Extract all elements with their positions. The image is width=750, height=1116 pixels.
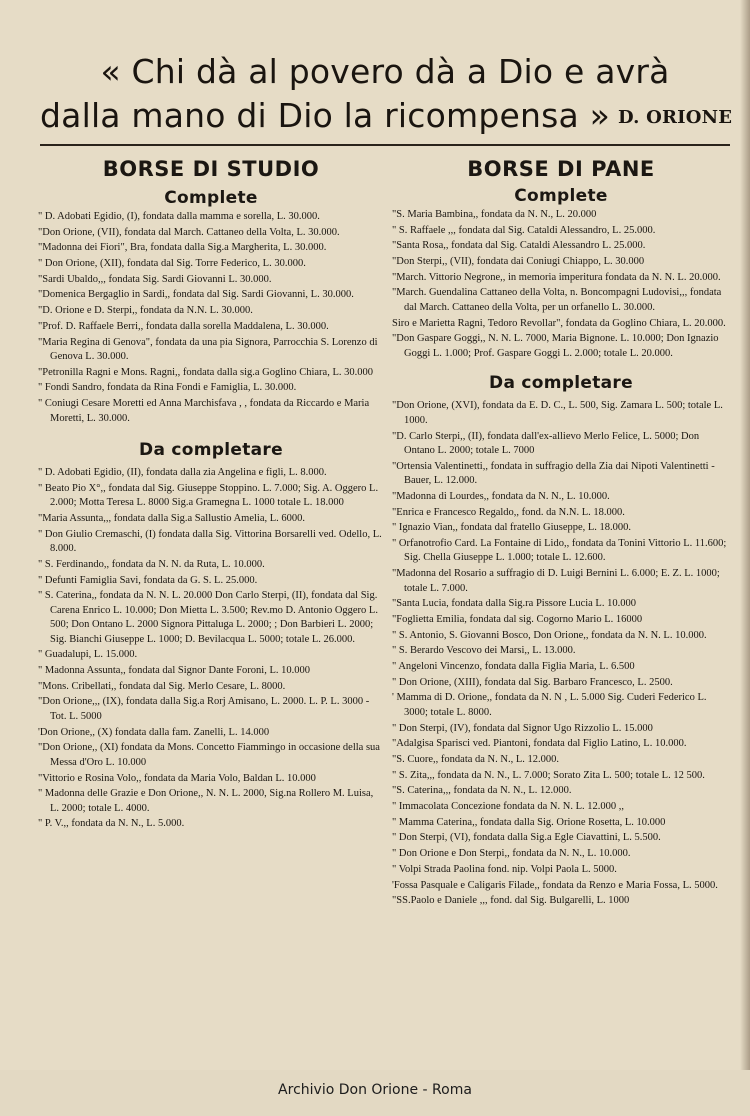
list-item: 'Don Orione,, (X) fondata dalla fam. Zanelli, L. 14.000	[38, 726, 270, 738]
list-item: " Immacolata Concezione fondata da N. N. L. 12.000 ,,	[392, 801, 625, 813]
list-item: " Guadalupi, L. 15.000.	[38, 649, 138, 661]
borse-pane-complete-heading: Complete	[514, 186, 608, 206]
list-item: "Maria Assunta,,, fondata dalla Sig.a Sallustio Amelia, L. 6000.	[38, 512, 306, 524]
list-item: ' Mamma di D. Orione,, fondata da N. N , L. 5.000 Sig. Cuderi Federico L. 3000; totale L. 8000.	[392, 692, 707, 718]
motto-line-2-text: dalla mano di Dio la ricompensa »	[40, 96, 611, 135]
list-item: "Enrica e Francesco Regaldo,, fond. da N.N. L. 18.000.	[392, 506, 625, 518]
list-item: " Ignazio Vian,, fondata dal fratello Giuseppe, L. 18.000.	[392, 522, 632, 534]
motto-author: D. ORIONE	[618, 106, 733, 128]
list-item: " S. Antonio, S. Giovanni Bosco, Don Orione,, fondata da N. N. L. 10.000.	[392, 629, 707, 641]
list-item: "Maria Regina di Genova", fondata da una pia Signora, Parrocchia S. Lorenzo di Genova L. 30.000.	[38, 336, 378, 362]
borse-studio-todo-heading: Da completare	[139, 440, 283, 461]
list-item: " Don Sterpi, (VI), fondata dalla Sig.a Egle Ciavattini, L. 5.500.	[392, 832, 661, 844]
list-item: " S. Caterina,, fondata da N. N. L. 20.000 Don Carlo Sterpi, (II), fondata dal Sig. Carena Enrico L. 10.000; Don Mietta L. 3.500; Rev.mo D. Antonio Oggero L. 500; Don Ontano L. 2000 Signora Pittaluga L. 2000; ; Don Barbieri L. 2000; Sig. Bianchi Giuseppe L. 1000; D. Bevilacqua L. 5000; totale L. 26.000.	[38, 590, 378, 645]
list-item: "Prof. D. Raffaele Berri,, fondata dalla sorella Maddalena, L. 30.000.	[38, 320, 329, 332]
list-item: "Santa Lucia, fondata dalla Sig.ra Pissore Lucia L. 10.000	[392, 598, 636, 610]
list-item: "Mons. Cribellati,, fondata dal Sig. Merlo Cesare, L. 8000.	[38, 680, 286, 692]
list-item: "Adalgisa Sparisci ved. Piantoni, fondata dal Figlio Latino, L. 10.000.	[392, 738, 687, 750]
list-item: "Don Orione,,, (IX), fondata dalla Sig.a Rorj Amisano, L. 2000. L. P. L. 3000 - Tot. L. 5000	[38, 696, 370, 722]
list-item: "Ortensia Valentinetti,, fondata in suffragio della Zia dai Nipoti Valentinetti - Bauer, L. 12.000.	[392, 460, 715, 487]
list-item: "Santa Rosa,, fondata dal Sig. Cataldi Alessandro L. 25.000.	[392, 240, 646, 252]
list-item: " Fondi Sandro, fondata da Rina Fondi e Famiglia, L. 30.000.	[38, 382, 297, 394]
list-item: "SS.Paolo e Daniele ,,, fond. dal Sig. Bulgarelli, L. 1000	[392, 895, 630, 907]
list-item: " Angeloni Vincenzo, fondata dalla Figlia Maria, L. 6.500	[392, 661, 635, 673]
list-item: "Don Orione, (VII), fondata dal March. Cattaneo della Volta, L. 30.000.	[38, 226, 340, 238]
list-item: "Domenica Bergaglio in Sardi,, fondata dal Sig. Sardi Giovanni, L. 30.000.	[38, 289, 354, 301]
list-item: "Sardi Ubaldo,,, fondata Sig. Sardi Giovanni L. 30.000.	[38, 273, 272, 285]
borse-di-studio-title: BORSE DI STUDIO	[102, 157, 320, 181]
list-item: "Foglietta Emilia, fondata dal sig. Cogorno Mario L. 16000	[392, 614, 643, 625]
borse-pane-todo-heading: Da completare	[489, 373, 633, 394]
borse-pane-complete-list	[392, 208, 730, 361]
borse-studio-todo-list	[38, 466, 384, 832]
list-item: " D. Adobati Egidio, (I), fondata dalla mamma e sorella, L. 30.000.	[38, 211, 320, 222]
list-item: "Vittorio e Rosina Volo,, fondata da Maria Volo, Baldan L. 10.000	[38, 772, 316, 784]
borse-pane-todo-list	[392, 399, 730, 908]
list-item: " Defunti Famiglia Savi, fondata da G. S. L. 25.000.	[38, 574, 258, 586]
list-item: Siro e Marietta Ragni, Tedoro Revollar", fondata da Goglino Chiara, L. 20.000.	[392, 317, 726, 329]
motto-heading	[40, 50, 733, 140]
list-item: "S. Cuore,, fondata da N. N., L. 12.000.	[392, 754, 560, 765]
list-item: " Mamma Caterina,, fondata dalla Sig. Orione Rosetta, L. 10.000	[392, 816, 666, 828]
list-item: "Madonna dei Fiori", Bra, fondata dalla Sig.a Margherita, L. 30.000.	[38, 242, 327, 254]
borse-studio-complete-heading: Complete	[164, 188, 258, 208]
list-item: " Don Giulio Cremaschi, (I) fondata dalla Sig. Vittorina Borsarelli ved. Odello, L. 8.000.	[38, 528, 382, 555]
list-item: 'Fossa Pasquale e Caligaris Filade,, fondata da Renzo e Maria Fossa, L. 5000.	[392, 879, 718, 891]
list-item: " S. Zita,,, fondata da N. N., L. 7.000; Sorato Zita L. 500; totale L. 12 500.	[392, 769, 705, 781]
list-item: " P. V.,, fondata da N. N., L. 5.000.	[38, 818, 185, 830]
list-item: " Coniugi Cesare Moretti ed Anna Marchisfava , , fondata da Riccardo e Maria Moretti, L. 30.000.	[38, 398, 370, 424]
list-item: "S. Maria Bambina,, fondata da N. N., L. 20.000	[392, 209, 597, 220]
list-item: " S. Berardo Vescovo dei Marsi,, L. 13.000.	[392, 645, 576, 657]
borse-di-pane-column	[392, 154, 730, 910]
list-item: "D. Carlo Sterpi,, (II), fondata dall'ex-allievo Merlo Felice, L. 5000; Don Ontano L. 2000; totale L. 7000	[392, 430, 700, 456]
motto-line-1: « Chi dà al povero dà a Dio e avrà	[100, 52, 670, 91]
list-item: " Orfanotrofio Card. La Fontaine di Lido,, fondata da Tonini Vittorio L. 11.600; Sig. Chella Giuseppe L. 1.000; totale L. 12.600.	[392, 537, 727, 564]
list-item: "Don Gaspare Goggi,, N. N. L. 7000, Maria Bignone. L. 10.000; Don Ignazio Goggi L. 1.000; Prof. Gaspare Goggi L. 2.000; totale L. 20.000.	[392, 333, 719, 359]
list-item: "Petronilla Ragni e Mons. Ragni,, fondata dalla sig.a Goglino Chiara, L. 30.000	[38, 366, 373, 378]
list-item: "S. Caterina,,, fondata da N. N., L. 12.000.	[392, 785, 572, 797]
list-item: " Madonna delle Grazie e Don Orione,, N. N. L. 2000, Sig.na Rollero M. Luisa, L. 2000; totale L. 4000.	[38, 788, 374, 814]
list-item: " Madonna Assunta,, fondata dal Signor Dante Foroni, L. 10.000	[38, 665, 311, 677]
archive-footer: Archivio Don Orione - Roma	[278, 1082, 472, 1098]
borse-di-pane-title: BORSE DI PANE	[467, 157, 655, 181]
list-item: "Don Orione, (XVI), fondata da E. D. C., L. 500, Sig. Zamara L. 500; totale L. 1000.	[392, 400, 723, 426]
list-item: " Don Orione e Don Sterpi,, fondata da N. N., L. 10.000.	[392, 848, 631, 860]
header-divider	[40, 144, 730, 146]
list-item: "Don Sterpi,, (VII), fondata dai Coniugi Chiappo, L. 30.000	[392, 256, 645, 268]
list-item: "March. Vittorio Negrone,, in memoria imperitura fondata da N. N. L. 20.000.	[392, 271, 721, 283]
list-item: " Don Sterpi, (IV), fondata dal Signor Ugo Rizzolio L. 15.000	[392, 722, 653, 734]
list-item: " S. Raffaele ,,, fondata dal Sig. Cataldi Alessandro, L. 25.000.	[392, 224, 656, 236]
list-item: " Don Orione, (XII), fondata dal Sig. Torre Federico, L. 30.000.	[38, 258, 306, 270]
borse-studio-complete-list	[38, 210, 384, 426]
list-item: " D. Adobati Egidio, (II), fondata dalla zia Angelina e figli, L. 8.000.	[38, 467, 327, 479]
list-item: " Beato Pio X°,, fondata dal Sig. Giuseppe Stoppino. L. 7.000; Sig. A. Oggero L. 2.000; Motta Teresa L. 8000 Sig.a Gramegna L. 1000 totale L. 18.000	[38, 482, 379, 509]
list-item: "Madonna del Rosario a suffragio di D. Luigi Bernini L. 6.000; E. Z. L. 1000; totale L. 7.000.	[392, 568, 720, 594]
motto-line-2	[40, 94, 733, 140]
list-item: " S. Ferdinando,, fondata da N. N. da Ruta, L. 10.000.	[38, 558, 265, 570]
borse-di-studio-column	[38, 154, 384, 833]
list-item: " Don Orione, (XIII), fondata dal Sig. Barbaro Francesco, L. 2500.	[392, 676, 673, 688]
list-item: "March. Guendalina Cattaneo della Volta, n. Boncompagni Ludovisi,,, fondata dal March. Cattaneo della Volta, per un orfanello L. 30.000.	[392, 287, 722, 313]
list-item: "Madonna di Lourdes,, fondata da N. N., L. 10.000.	[392, 490, 610, 502]
page-edge-shadow	[740, 0, 750, 1070]
list-item: " Volpi Strada Paolina fond. nip. Volpi Paola L. 5000.	[392, 863, 617, 875]
list-item: "Don Orione,, (XI) fondata da Mons. Concetto Fiammingo in occasione della sua Messa d'Oro L. 10.000	[38, 742, 380, 768]
list-item: "D. Orione e D. Sterpi,, fondata da N.N. L. 30.000.	[38, 305, 253, 317]
